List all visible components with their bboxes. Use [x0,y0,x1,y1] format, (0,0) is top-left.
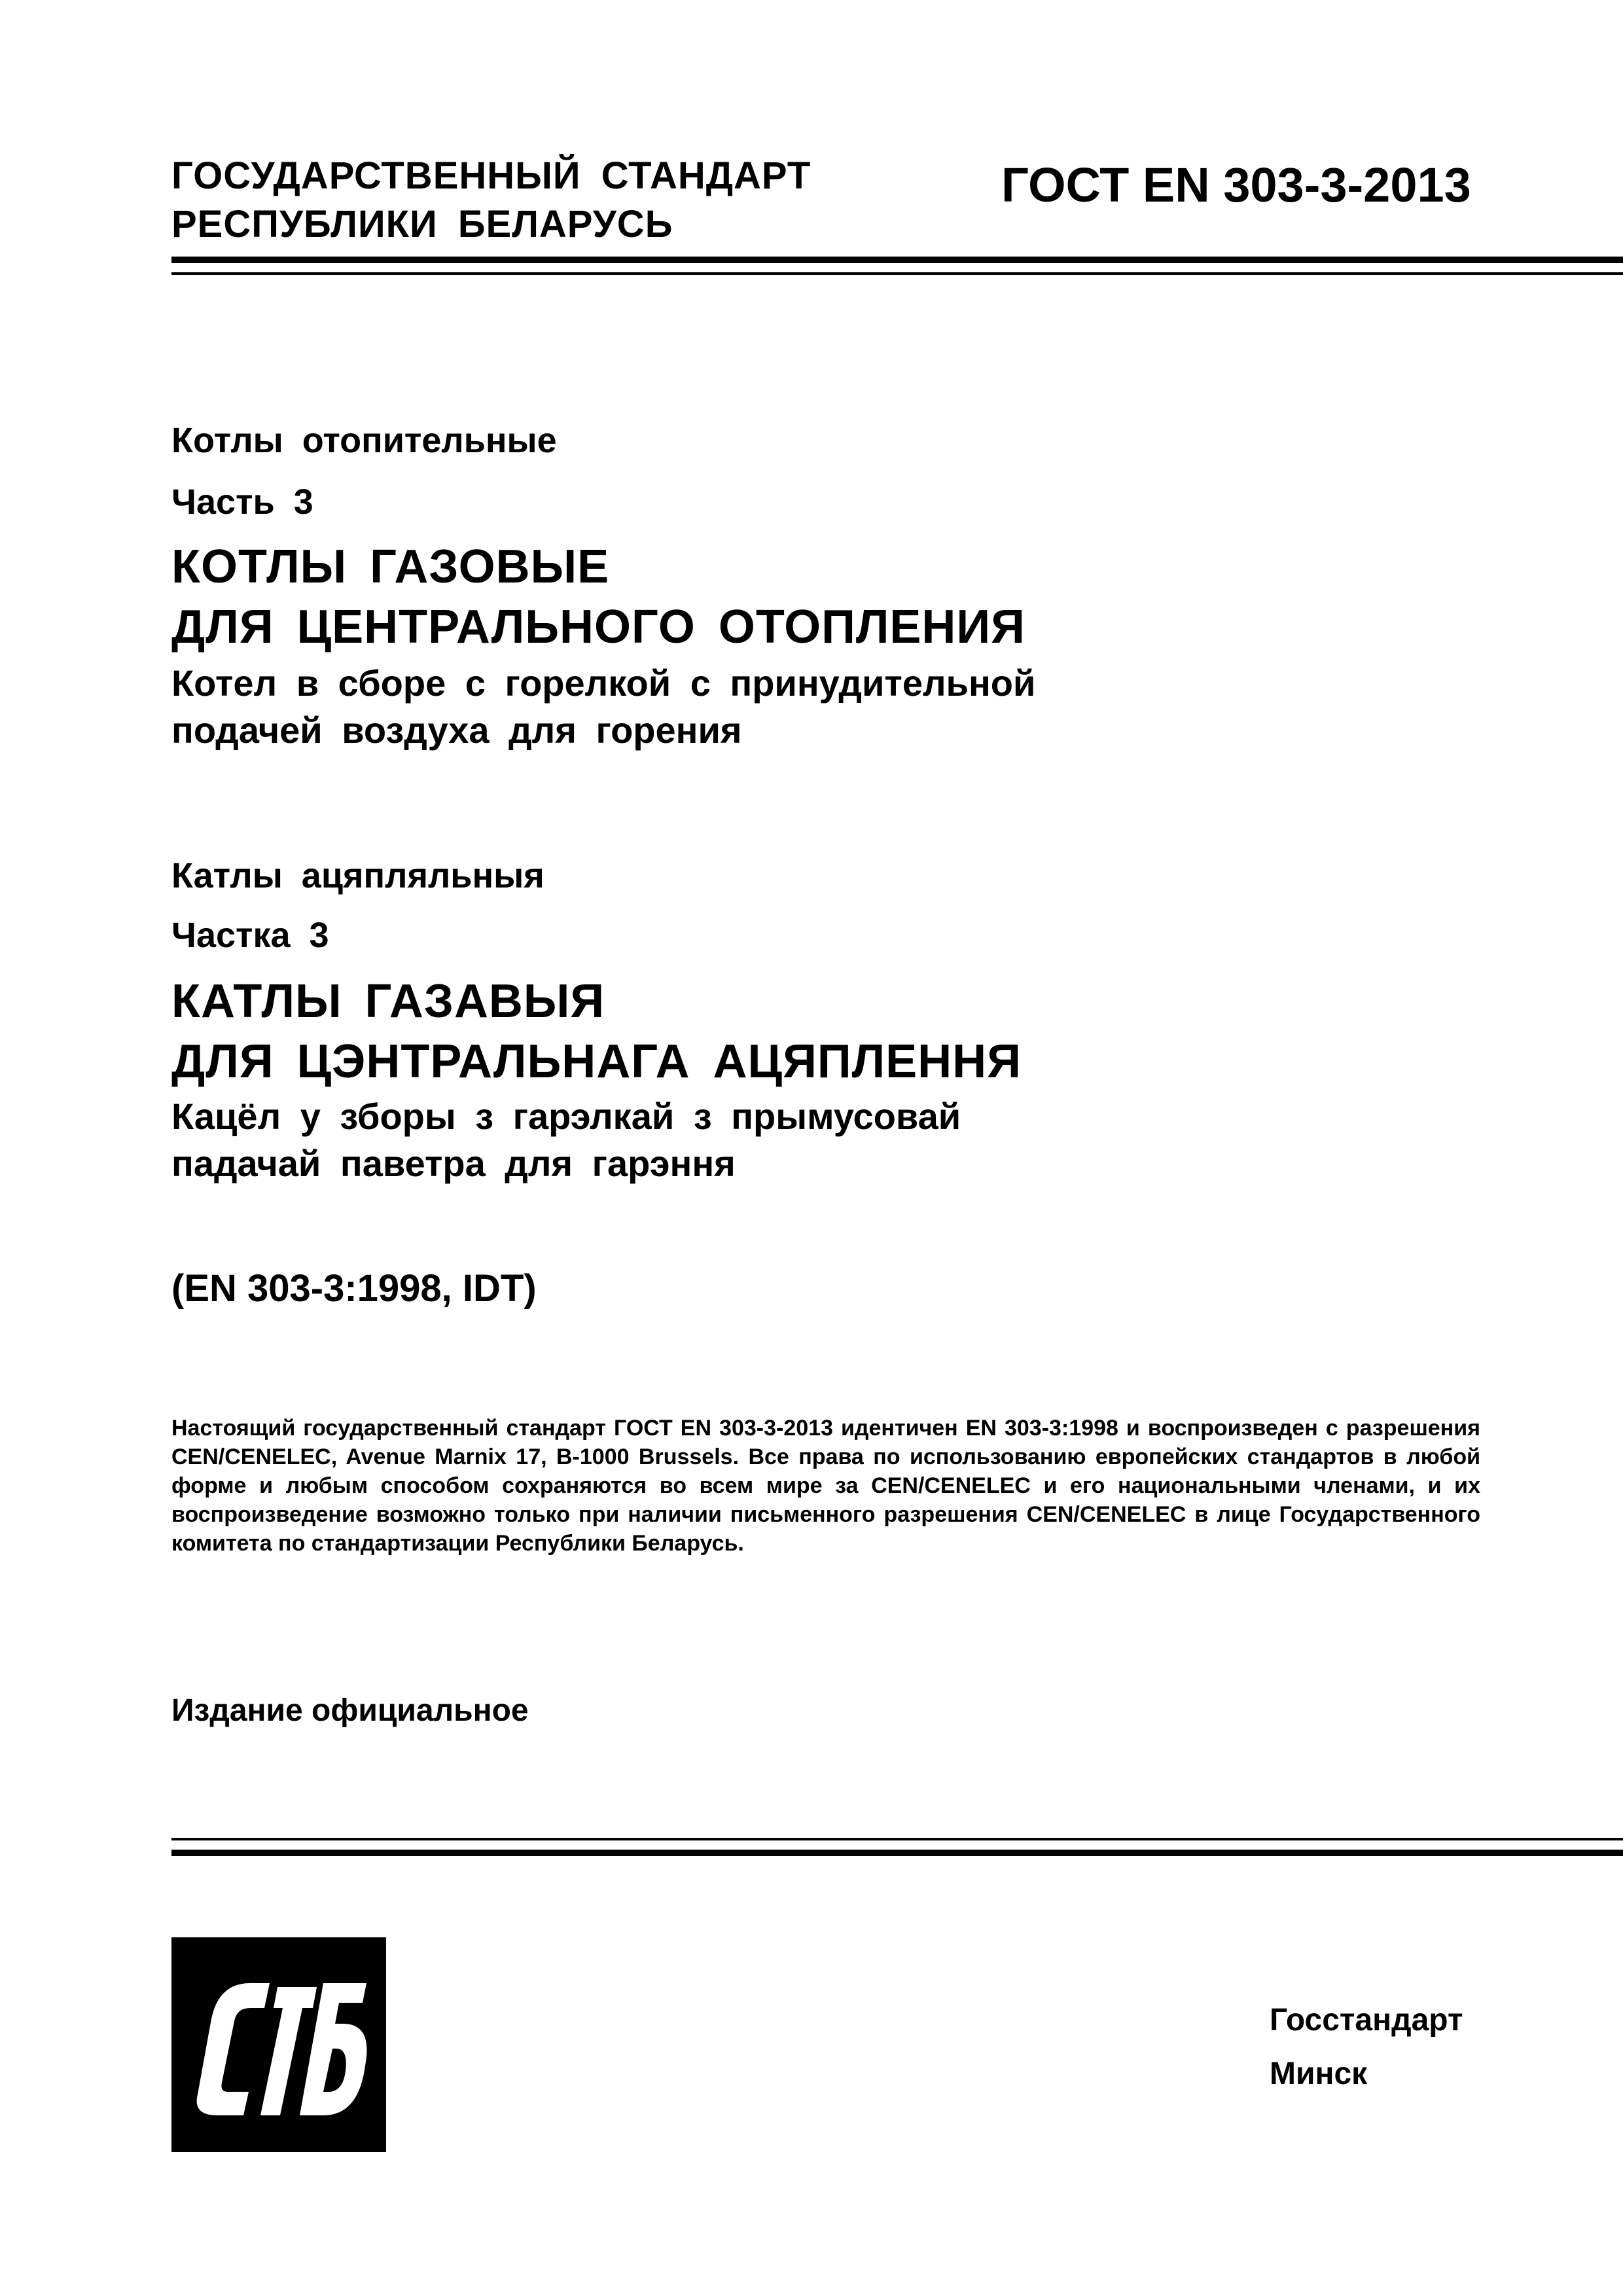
identity-note: (EN 303-3:1998, IDT) [171,1267,537,1310]
title-ru-desc-2: подачей воздуха для горения [171,709,742,751]
issuer-block [171,152,811,249]
header-rule-thick [171,257,1623,263]
publisher-city: Минск [1270,2056,1368,2091]
standard-designation: ГОСТ EN 303-3-2013 [1001,158,1471,212]
issuer-line-1: ГОСУДАРСТВЕННЫЙ СТАНДАРТ [171,154,812,197]
header-rule-thin [171,272,1623,275]
title-ru-desc-1: Котел в сборе с горелкой с принудительной [171,662,1036,704]
title-be-part: Частка 3 [171,916,329,955]
copyright-notice: Настоящий государственный стандарт ГОСТ EN 303-3-2013 идентичен EN 303-3:1998 и воспроизведен с разрешения CEN/CENELEC, Avenue Marnix 17, B-1000 Brussels. Все права по использованию европейских стандартов в любой форме и любым способом сохраняются во всем мире за CEN/CENELEC и его национальными членами, и их воспроизведение возможно только при наличии письменного разрешения CEN/CENELEC в лице Государственного комитета по стандартизации Республики Беларусь. [171,1416,1480,1556]
title-ru-main-2: ДЛЯ ЦЕНТРАЛЬНОГО ОТОПЛЕНИЯ [171,601,1026,653]
stb-logo-icon [171,1937,386,2152]
footer-rule-thin [171,1838,1623,1840]
footer-rule-thick [171,1850,1623,1856]
title-be-desc-1: Кацёл у зборы з гарэлкай з прымусовай [171,1096,961,1137]
title-ru-part: Часть 3 [171,482,313,522]
title-be-desc-2: падачай паветра для гарэння [171,1143,736,1184]
title-be-group: Катлы ацяпляльныя [171,856,544,895]
publisher-name: Госстандарт [1270,2003,1463,2037]
title-be-main-2: ДЛЯ ЦЭНТРАЛЬНАГА АЦЯПЛЕННЯ [171,1035,1022,1088]
edition-label: Издание официальное [171,1693,529,1728]
title-ru-main-1: КОТЛЫ ГАЗОВЫЕ [171,541,610,593]
title-ru-group: Котлы отопительные [171,421,557,460]
issuer-line-2: РЕСПУБЛИКИ БЕЛАРУСЬ [171,203,673,245]
publisher-block [1270,1994,1463,2101]
title-be-main-1: КАТЛЫ ГАЗАВЫЯ [171,975,605,1028]
stb-logo-mark [171,1937,386,2152]
